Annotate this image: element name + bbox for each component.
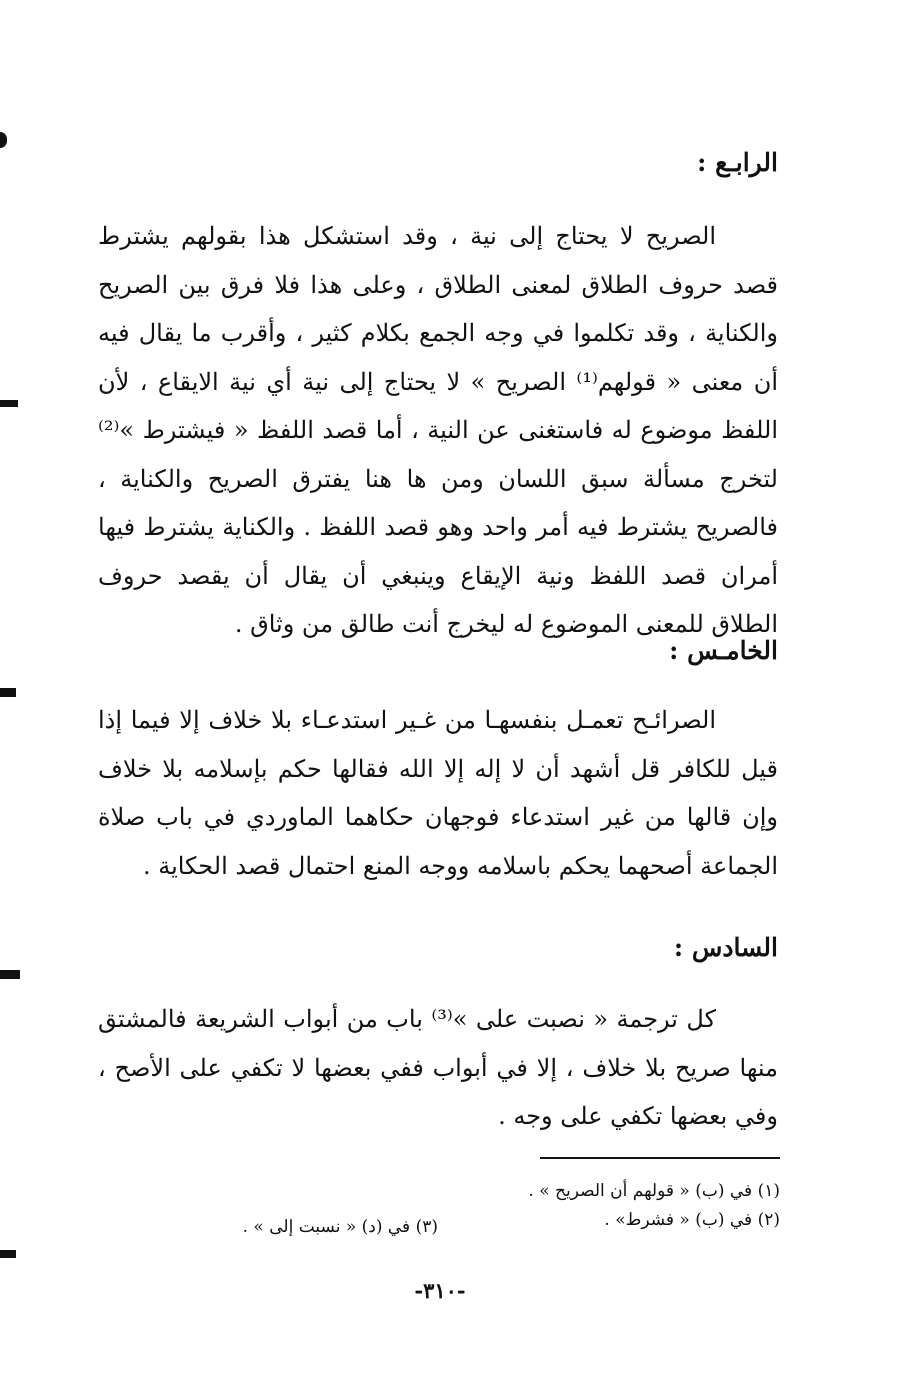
footnote-2: (٢) في (ب) « فشرط» . (604, 1210, 780, 1230)
section-heading-fourth: الرابـع : (697, 148, 778, 177)
scan-edge-mark (0, 970, 20, 979)
section-body-fifth: الصرائـح تعمـل بنفسهـا من غـير استدعـاء بلا خلاف إلا فيما إذا قيل للكافر قل أشهد أن لا إله إلا الله فقالها حكم بإسلامه بلا خلاف وإن قالها من غير استدعاء فوجهان حكاهما الماوردي في باب صلاة الجماعة أصحهما يحكم باسلامه ووجه المنع احتمال قصد الحكاية . (98, 706, 778, 880)
scan-edge-mark (0, 688, 16, 697)
scan-edge-mark (0, 400, 18, 407)
page-number: -٣١٠- (414, 1278, 466, 1303)
section-heading-fifth: الخامـس : (669, 636, 778, 665)
footnote-separator (540, 1157, 780, 1159)
scan-edge-mark (0, 132, 7, 148)
section-body-sixth: كل ترجمة « نصبت على »⁽³⁾ باب من أبواب الشريعة فالمشتق منها صريح بلا خلاف ، إلا في أبواب ففي بعضها لا تكفي على الأصح ، وفي بعضها تكفي على وجه . (98, 1005, 778, 1130)
scan-edge-mark (0, 1250, 16, 1258)
section-body-fourth: الصريح لا يحتاج إلى نية ، وقد استشكل هذا بقولهم يشترط قصد حروف الطلاق لمعنى الطلاق ، وعلى هذا فلا فرق بين الصريح والكناية ، وقد تكلموا في وجه الجمع بكلام كثير ، وأقرب ما يقال فيه أن معنى « قولهم⁽¹⁾ الصريح » لا يحتاج إلى نية أي نية الايقاع ، لأن اللفظ موضوع له فاستغنى عن النية ، أما قصد اللفظ « فيشترط »⁽²⁾ لتخرج مسألة سبق اللسان ومن ها هنا يفترق الصريح والكناية ، فالصريح يشترط فيه أمر واحد وهو قصد اللفظ . والكناية يشترط فيها أمران قصد اللفظ ونية الإيقاع وينبغي أن يقال أن يقصد حروف الطلاق للمعنى الموضوع له ليخرج أنت طالق من وثاق . (98, 222, 778, 638)
footnote-1: (١) في (ب) « قولهم أن الصريح » . (528, 1181, 780, 1201)
section-heading-sixth: السادس : (673, 933, 778, 962)
footnote-3: (٣) في (د) « نسبت إلى » . (242, 1217, 438, 1237)
